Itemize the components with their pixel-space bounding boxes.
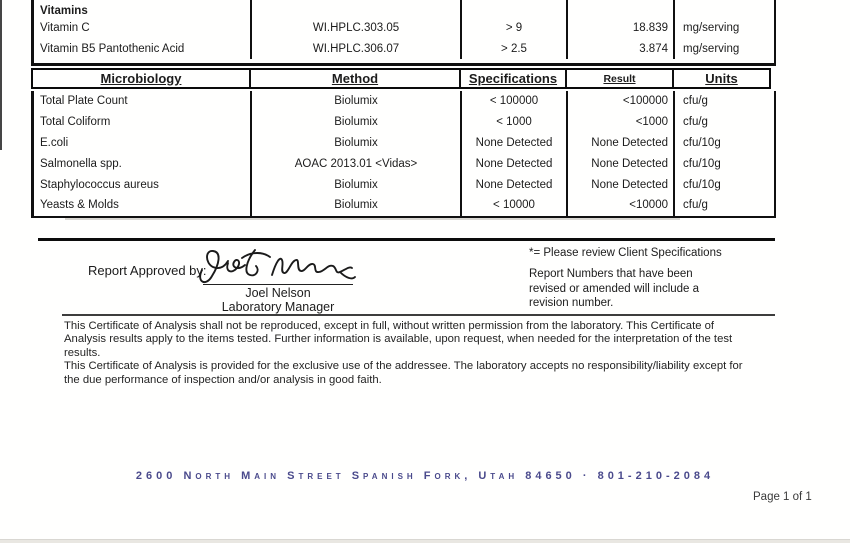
method-value: Biolumix [250, 133, 460, 154]
analyte-name: Yeasts & Molds [40, 199, 119, 212]
disclaimer-paragraph-1: This Certificate of Analysis shall not be reproduced, except in full, without written permission from the laboratory. This Certificate of Analysis results apply to the items tested. Further information is available, upon request, when needed for the interpretation of the test results. [64, 320, 733, 359]
result-value: <100000 [566, 91, 673, 112]
analyte-name: Staphylococcus aureus [40, 178, 159, 191]
analyte-name: Vitamin C [40, 21, 90, 34]
page-indicator: Page 1 of 1 [753, 491, 812, 503]
table-shadow [65, 218, 680, 220]
revision-note: Report Numbers that have been revised or amended will include a revision number. [529, 268, 700, 310]
method-value: Biolumix [250, 112, 460, 133]
method-value: WI.HPLC.303.05 [250, 17, 460, 38]
method-value: Biolumix [250, 195, 460, 216]
units-value: cfu/g [673, 91, 774, 112]
analyte-name: Total Plate Count [40, 95, 128, 108]
table-row [34, 17, 774, 38]
header-microbiology: Microbiology [100, 71, 182, 86]
units-value: cfu/10g [673, 153, 774, 174]
result-value: 3.874 [566, 38, 673, 59]
result-value: None Detected [566, 174, 673, 195]
disclaimer-paragraph-2: This Certificate of Analysis is provided for the exclusive use of the addressee. The laboratory accepts no responsibility/liability except for the due performance of inspection and/or analysis in good faith. [64, 360, 743, 386]
table-row [34, 174, 774, 195]
section-divider-thick [38, 238, 775, 241]
spec-value: > 9 [460, 17, 566, 38]
table-row [34, 112, 774, 133]
spec-value: None Detected [460, 133, 566, 154]
units-value: cfu/g [673, 112, 774, 133]
result-value: <1000 [566, 112, 673, 133]
method-value: Biolumix [250, 174, 460, 195]
table-row [34, 153, 774, 174]
spec-value: None Detected [460, 174, 566, 195]
signer-name: Joel Nelson [245, 286, 311, 300]
lab-address-footer: 2600 North Main Street Spanish Fork, Utah 84650 · 801-210-2084 [135, 470, 715, 482]
table-row [34, 38, 774, 59]
page-left-edge [0, 0, 2, 150]
spec-value: > 2.5 [460, 38, 566, 59]
result-value: 18.839 [566, 17, 673, 38]
header-result: Result [565, 70, 672, 87]
method-value: WI.HPLC.306.07 [250, 38, 460, 59]
analyte-name: Total Coliform [40, 116, 111, 129]
units-value: mg/serving [673, 38, 774, 59]
microbiology-table [31, 91, 776, 218]
spec-value: < 1000 [460, 112, 566, 133]
vitamins-table [31, 0, 776, 66]
units-value: cfu/g [673, 195, 774, 216]
result-value: None Detected [566, 133, 673, 154]
header-specifications: Specifications [459, 70, 565, 87]
units-value: cfu/10g [673, 133, 774, 154]
analyte-name: Vitamin B5 Pantothenic Acid [40, 42, 185, 55]
spec-value: < 10000 [460, 195, 566, 216]
signature-line [203, 284, 353, 285]
method-value: Biolumix [250, 91, 460, 112]
table-row [34, 195, 774, 216]
report-approved-label: Report Approved by: [88, 263, 207, 278]
table-row [34, 91, 774, 112]
analyte-name: E.coli [40, 136, 69, 149]
header-units: Units [672, 70, 769, 87]
spec-value: None Detected [460, 153, 566, 174]
spec-value: < 100000 [460, 91, 566, 112]
result-value: None Detected [566, 153, 673, 174]
method-value: AOAC 2013.01 <Vidas> [250, 153, 460, 174]
header-method: Method [249, 70, 459, 87]
units-value: cfu/10g [673, 174, 774, 195]
signer-title: Laboratory Manager [221, 300, 335, 314]
section-divider-thin [62, 314, 775, 316]
units-value: mg/serving [673, 17, 774, 38]
client-spec-note: *= Please review Client Specifications [529, 247, 722, 259]
analyte-name: Salmonella spp. [40, 157, 122, 170]
table-row [34, 133, 774, 154]
result-value: <10000 [566, 195, 673, 216]
vitamins-section-label: Vitamins [40, 5, 88, 17]
disclaimer-text [64, 320, 756, 387]
page-bottom-edge [0, 539, 850, 543]
microbiology-header-row [31, 68, 771, 89]
vitamins-caption-row [34, 0, 774, 17]
